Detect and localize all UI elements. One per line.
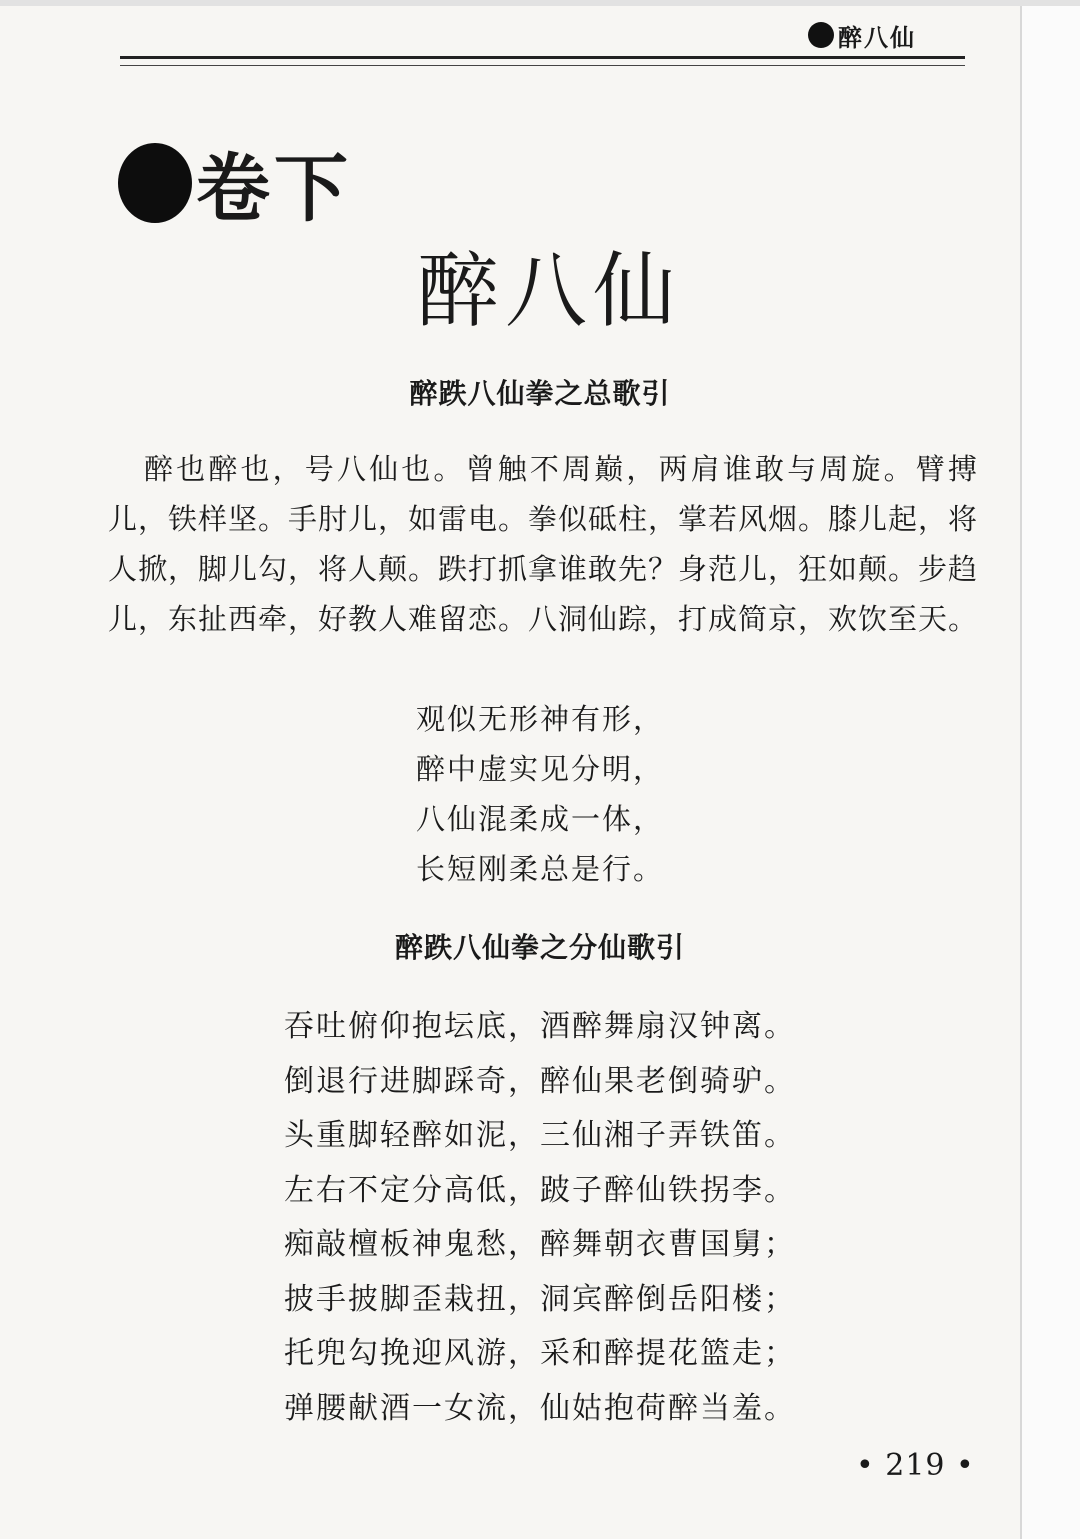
main-title: 醉八仙 <box>416 244 681 339</box>
section-heading-immortals: 醉跌八仙拳之分仙歌引 <box>394 931 685 964</box>
page-margin-right <box>1022 6 1080 1539</box>
page-number: • 219 • <box>856 1448 975 1483</box>
song-line: 披手披脚歪栽扭，洞宾醉倒岳阳楼； <box>284 1281 796 1317</box>
song-line: 左右不定分高低，跛子醉仙铁拐李。 <box>284 1172 796 1208</box>
song-block <box>284 1000 796 1436</box>
verse-block <box>416 694 664 894</box>
bullet-dot-icon <box>808 22 834 48</box>
running-header-text: 醉八仙 <box>838 22 916 52</box>
song-line: 头重脚轻醉如泥，三仙湘子弄铁笛。 <box>284 1118 796 1153</box>
page-right-edge <box>1020 6 1022 1539</box>
song-line: 吞吐俯仰抱坛底，酒醉舞扇汉钟离。 <box>284 1009 796 1044</box>
song-line: 倒退行进脚踩奇，醉仙果老倒骑驴。 <box>284 1063 796 1099</box>
verse-line: 长短刚柔总是行。 <box>416 852 665 886</box>
header-rule <box>120 56 965 59</box>
volume-title-text: 卷下 <box>196 146 352 232</box>
prose-paragraph: 醉也醉也，号八仙也。曾触不周巅，两肩谁敢与周旋。臂搏儿，铁样坚。手肘儿，如雷电。拳似砥柱，掌若风烟。膝儿起，将人掀，脚儿勾，将人颠。跌打抓拿谁敢先？身范儿，狂如颠。步趋儿，东扯西牵，好教人难留恋。八洞仙踪，打成简京，欢饮至天。 <box>108 452 979 636</box>
page-top-edge <box>0 0 1080 6</box>
volume-title <box>118 138 352 232</box>
song-line: 弹腰献酒一女流，仙姑抱荷醉当羞。 <box>284 1390 796 1426</box>
song-line: 托兜勾挽迎风游，采和醉提花篮走； <box>284 1336 796 1371</box>
section-heading-general: 醉跌八仙拳之总歌引 <box>409 377 671 410</box>
running-header <box>808 18 916 52</box>
verse-line: 醉中虚实见分明， <box>416 752 665 786</box>
verse-line: 八仙混柔成一体， <box>416 802 665 836</box>
large-bullet-dot-icon <box>118 143 192 223</box>
verse-line: 观似无形神有形， <box>416 702 665 736</box>
song-line: 痴敲檀板神鬼愁，醉舞朝衣曹国舅； <box>284 1227 796 1262</box>
header-rule-thin <box>120 65 965 66</box>
